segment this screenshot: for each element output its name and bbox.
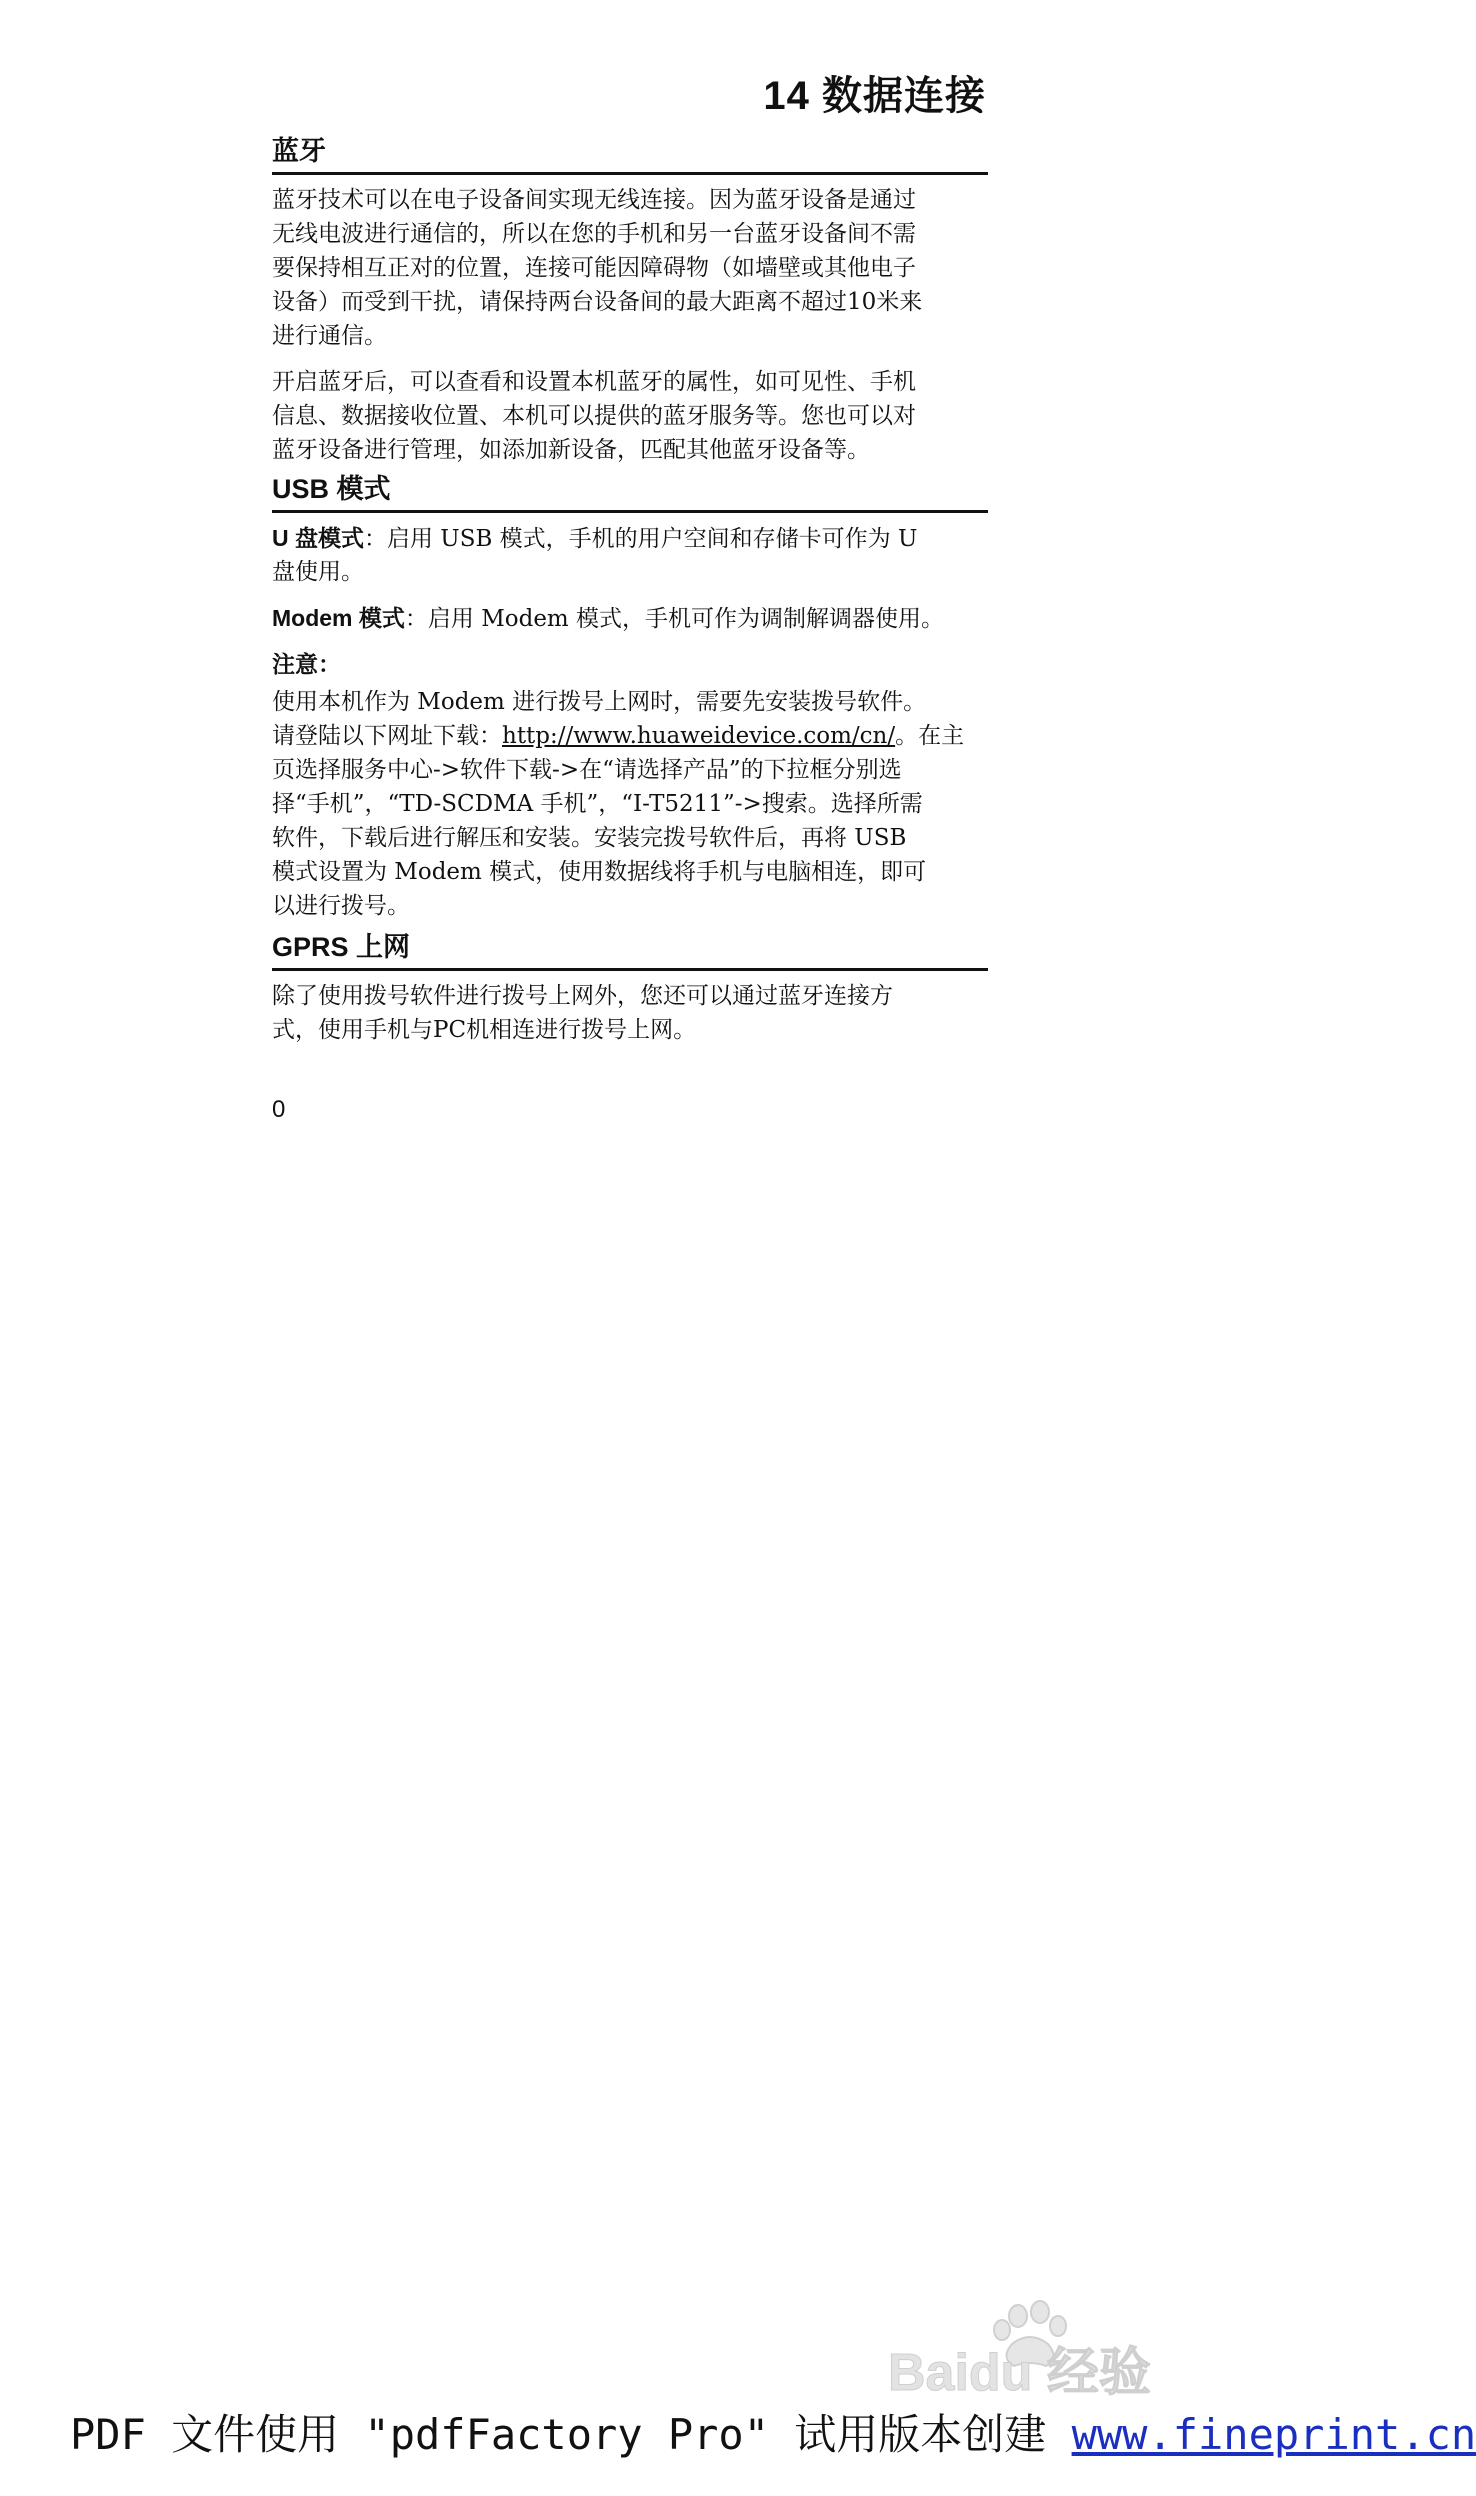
text-line: [272, 719, 988, 753]
modem-paragraph: [272, 601, 988, 635]
udisk-label: U 盘模式: [272, 525, 364, 551]
bluetooth-heading: 蓝牙: [272, 130, 988, 175]
footer-link[interactable]: www.fineprint.cn: [1071, 2410, 1476, 2459]
text-line: [272, 521, 988, 555]
page-number: 0: [272, 1096, 286, 1123]
pdf-footer: [70, 2402, 1476, 2462]
udisk-text: ：启用 USB 模式，手机的用户空间和存储卡可作为 U: [364, 526, 918, 552]
gprs-paragraph: [272, 979, 988, 1047]
text-line: [272, 601, 988, 635]
text-line: 式，使用手机与PC机相连进行拨号上网。: [272, 1017, 697, 1043]
bluetooth-paragraph-2: [272, 365, 988, 467]
udisk-paragraph: [272, 521, 988, 589]
gprs-section: [272, 926, 988, 1059]
text-line: 除了使用拨号软件进行拨号上网外，您还可以通过蓝牙连接方: [272, 983, 893, 1009]
text-line: 信息、数据接收位置、本机可以提供的蓝牙服务等。您也可以对: [272, 403, 916, 429]
text-line: 蓝牙设备进行管理，如添加新设备，匹配其他蓝牙设备等。: [272, 437, 870, 463]
text-line: 要保持相互正对的位置，连接可能因障碍物（如墙壁或其他电子: [272, 255, 916, 281]
text-line: 软件，下载后进行解压和安装。安装完拨号软件后，再将 USB: [272, 825, 907, 851]
baidu-watermark: [888, 2300, 1188, 2400]
text-line: 蓝牙技术可以在电子设备间实现无线连接。因为蓝牙设备是通过: [272, 187, 916, 213]
text-line: 使用本机作为 Modem 进行拨号上网时，需要先安装拨号软件。: [272, 689, 927, 715]
modem-text: ：启用 Modem 模式，手机可作为调制解调器使用。: [404, 606, 945, 632]
page-title: 14 数据连接: [763, 74, 986, 118]
modem-label: Modem 模式: [272, 605, 405, 631]
bluetooth-section: [272, 130, 988, 479]
text-line: 择“手机”，“TD-SCDMA 手机”，“I-T5211”->搜索。选择所需: [272, 791, 923, 817]
usb-heading: USB 模式: [272, 468, 988, 513]
gprs-heading: GPRS 上网: [272, 926, 988, 971]
watermark-text: Baidu 经验: [888, 2344, 1151, 2402]
baidu-paw-icon: [888, 2300, 1188, 2400]
note-paragraph: [272, 685, 988, 923]
text-line: 开启蓝牙后，可以查看和设置本机蓝牙的属性，如可见性、手机: [272, 369, 916, 395]
note-heading: 注意：: [272, 651, 341, 677]
footer-text: PDF 文件使用 "pdfFactory Pro" 试用版本创建: [70, 2410, 1072, 2459]
text-line: 模式设置为 Modem 模式，使用数据线将手机与电脑相连，即可: [272, 859, 927, 885]
text-line: 盘使用。: [272, 559, 364, 585]
note-text: 请登陆以下网址下载：: [272, 723, 502, 749]
text-line: 无线电波进行通信的，所以在您的手机和另一台蓝牙设备间不需: [272, 221, 916, 247]
bluetooth-paragraph-1: [272, 183, 988, 353]
download-link[interactable]: http://www.huaweidevice.com/cn/: [502, 723, 896, 749]
note-text: 。在主: [895, 723, 965, 749]
text-line: 页选择服务中心->软件下载->在“请选择产品”的下拉框分别选: [272, 757, 902, 783]
text-line: 以进行拨号。: [272, 893, 410, 919]
text-line: 设备）而受到干扰，请保持两台设备间的最大距离不超过10米来: [272, 289, 923, 315]
text-line: 进行通信。: [272, 323, 387, 349]
usb-section: [272, 468, 988, 935]
